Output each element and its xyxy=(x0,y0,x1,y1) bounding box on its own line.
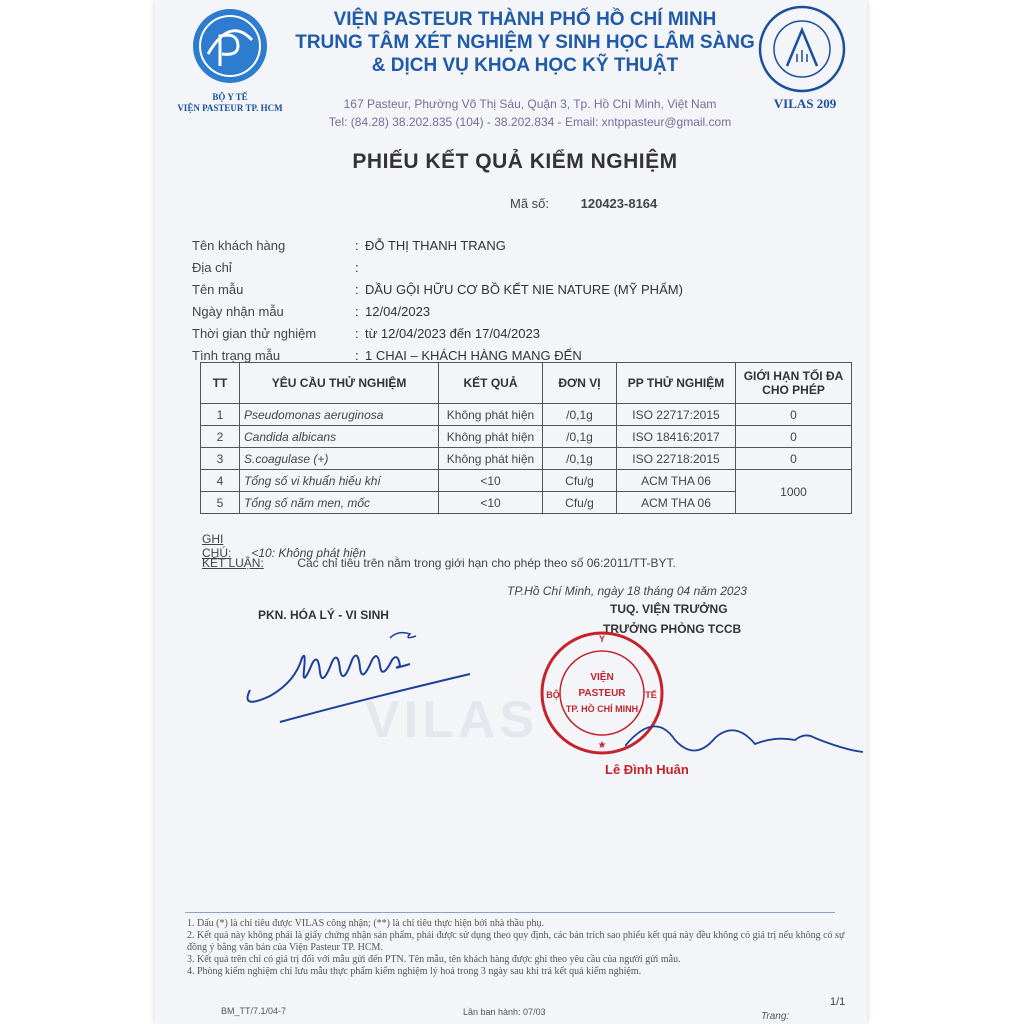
lab-title: PKN. HÓA LÝ - VI SINH xyxy=(258,608,389,622)
cell-method: ACM THA 06 xyxy=(617,470,736,492)
stamp-line-2: PASTEUR xyxy=(578,688,626,699)
cell-result: Không phát hiện xyxy=(439,404,543,426)
header-block xyxy=(275,8,775,77)
conclusion-label: KẾT LUẬN: xyxy=(202,556,264,570)
contact-line: Tel: (84.28) 38.202.835 (104) - 38.202.834 - Email: xntppasteur@gmail.com xyxy=(328,115,732,129)
footer-note: 1. Dấu (*) là chỉ tiêu được VILAS công nhận; (**) là chỉ tiêu thực hiện bởi nhà thầu phụ. xyxy=(187,918,544,929)
logo-caption-line1: BỘ Y TẾ xyxy=(212,92,248,102)
code-label: Mã số: xyxy=(510,196,550,211)
lab-signature-icon xyxy=(240,630,510,740)
info-label: Ngày nhận mẫu xyxy=(192,303,284,319)
info-value: từ 12/04/2023 đến 17/04/2023 xyxy=(365,325,540,341)
results-table xyxy=(200,362,852,514)
stamp-line-3: TP. HỒ CHÍ MINH xyxy=(565,704,639,714)
director-title-1: TUQ. VIỆN TRƯỞNG xyxy=(610,602,728,616)
table-row xyxy=(201,448,852,470)
accreditation-number: VILAS 209 xyxy=(773,96,837,111)
page-number: 1/1 xyxy=(830,996,846,1008)
cell-unit: /0,1g xyxy=(543,426,617,448)
logo-caption xyxy=(155,92,305,114)
cell-result: Không phát hiện xyxy=(439,448,543,470)
cell-test: Tổng số vi khuẩn hiếu khí xyxy=(240,470,439,492)
col-header: KẾT QUẢ xyxy=(439,363,543,404)
director-signature-icon xyxy=(625,700,865,770)
revision: Lần ban hành: 07/03 xyxy=(463,1007,546,1017)
stamp-line-1: VIỆN xyxy=(590,672,614,683)
col-header: TT xyxy=(201,363,240,404)
watermark: VILAS xyxy=(365,691,539,749)
cell-method: ISO 22718:2015 xyxy=(617,448,736,470)
info-label: Tên khách hàng xyxy=(192,237,286,253)
document-title: PHIẾU KẾT QUẢ KIỂM NGHIỆM xyxy=(352,150,678,173)
info-value: 1 CHAI – KHÁCH HÀNG MANG ĐẾN xyxy=(365,347,582,363)
director-title-2: TRƯỞNG PHÒNG TCCB xyxy=(603,622,742,636)
info-row: Tình trạng mẫu : 1 CHAI – KHÁCH HÀNG MANG ĐẾN xyxy=(192,347,582,363)
col-header: PP THỬ NGHIỆM xyxy=(617,363,736,404)
code-value: 120423-8164 xyxy=(580,196,658,211)
logo-caption-line2: VIỆN PASTEUR TP. HCM xyxy=(177,103,283,113)
footer-notes xyxy=(187,918,847,978)
form-code: BM_TT/7.1/04-7 xyxy=(221,1006,287,1016)
cell-test: Tổng số nấm men, mốc xyxy=(240,492,439,514)
info-row: Tên mẫu : DẦU GỘI HỮU CƠ BỒ KẾT NIE NATURE (MỸ PHẨM) xyxy=(192,281,683,297)
cell-limit: 0 xyxy=(736,426,852,448)
footer-note: 4. Phòng kiểm nghiệm chỉ lưu mẫu thực phẩm kiểm nghiệm lý hoá trong 3 ngày sau khi trả kết quả kiểm nghiệm. xyxy=(187,966,642,977)
footer-note: 3. Kết quả trên chỉ có giá trị đối với mẫu gửi đến PTN. Tên mẫu, tên khách hàng được ghi theo yêu cầu của người gửi mẫu. xyxy=(187,954,681,965)
info-row: Tên khách hàng : ĐỖ THỊ THANH TRANG xyxy=(192,237,506,253)
cell-unit: /0,1g xyxy=(543,404,617,426)
cell-limit: 0 xyxy=(736,448,852,470)
info-label: Thời gian thử nghiệm xyxy=(192,325,317,341)
cell-test: Pseudomonas aeruginosa xyxy=(240,404,439,426)
info-value: DẦU GỘI HỮU CƠ BỒ KẾT NIE NATURE (MỸ PHẨM) xyxy=(365,281,683,297)
cell-result: <10 xyxy=(439,492,543,514)
address-block xyxy=(305,95,755,131)
cell-test: Candida albicans xyxy=(240,426,439,448)
cell-tt: 2 xyxy=(201,426,240,448)
table-row xyxy=(201,470,852,492)
issue-date: TP.Hồ Chí Minh, ngày 18 tháng 04 năm 2023 xyxy=(507,584,747,598)
cell-method: ISO 18416:2017 xyxy=(617,426,736,448)
svg-text:★: ★ xyxy=(597,740,607,751)
info-label: Địa chỉ xyxy=(192,259,232,275)
institute-name: VIỆN PASTEUR THÀNH PHỐ HỒ CHÍ MINH xyxy=(333,9,717,30)
cell-result: <10 xyxy=(439,470,543,492)
table-row xyxy=(201,404,852,426)
svg-text:BỘ: BỘ xyxy=(546,690,560,700)
col-header: YÊU CẦU THỬ NGHIỆM xyxy=(240,363,439,404)
cell-method: ISO 22717:2015 xyxy=(617,404,736,426)
address-line: 167 Pasteur, Phường Võ Thị Sáu, Quận 3, Tp. Hồ Chí Minh, Việt Nam xyxy=(343,97,717,111)
info-row: Địa chỉ : xyxy=(192,259,359,275)
center-name-line2: & DỊCH VỤ KHOA HỌC KỸ THUẬT xyxy=(371,55,679,76)
note-label: GHI CHÚ: xyxy=(202,532,232,560)
table-row xyxy=(201,426,852,448)
sample-info xyxy=(192,234,832,366)
cell-tt: 5 xyxy=(201,492,240,514)
footer-note: 2. Kết quả này không phải là giấy chứng nhận sản phẩm, phải được sử dụng theo quy định, các bản trích sao phiếu kết quả này đều không có giá trị nếu không có sự đồng ý bằng văn bản của Viện Pasteur TP. HCM. xyxy=(187,930,845,953)
accreditation-seal-icon xyxy=(757,4,847,94)
info-row: Thời gian thử nghiệm : từ 12/04/2023 đến 17/04/2023 xyxy=(192,325,540,341)
conclusion-text: Các chỉ tiêu trên nằm trong giới hạn cho phép theo số 06:2011/TT-BYT. xyxy=(297,556,676,570)
cell-unit: Cfu/g xyxy=(543,470,617,492)
page-label: Trang: xyxy=(761,1011,790,1022)
info-value: ĐỖ THỊ THANH TRANG xyxy=(365,237,506,253)
center-name-line1: TRUNG TÂM XÉT NGHIỆM Y SINH HỌC LÂM SÀNG xyxy=(295,32,755,53)
info-row: Ngày nhận mẫu : 12/04/2023 xyxy=(192,303,431,319)
col-header: GIỚI HẠN TỐI ĐA CHO PHÉP xyxy=(736,363,852,404)
table-header-row xyxy=(201,363,852,404)
col-header: ĐƠN VỊ xyxy=(543,363,617,404)
document-sheet xyxy=(155,0,867,1024)
cell-unit: Cfu/g xyxy=(543,492,617,514)
pasteur-logo-icon xyxy=(190,6,270,86)
cell-limit: 1000 xyxy=(736,470,852,514)
info-label: Tình trạng mẫu xyxy=(192,347,281,363)
signer-name: Lê Đình Huân xyxy=(605,762,689,777)
conclusion-line xyxy=(202,556,676,570)
cell-tt: 3 xyxy=(201,448,240,470)
cell-result: Không phát hiện xyxy=(439,426,543,448)
cell-test: S.coagulase (+) xyxy=(240,448,439,470)
document-code xyxy=(510,196,657,211)
cell-unit: /0,1g xyxy=(543,448,617,470)
svg-text:Y: Y xyxy=(598,634,606,644)
svg-text:TẾ: TẾ xyxy=(645,690,657,700)
cell-limit: 0 xyxy=(736,404,852,426)
cell-tt: 4 xyxy=(201,470,240,492)
cell-tt: 1 xyxy=(201,404,240,426)
cell-method: ACM THA 06 xyxy=(617,492,736,514)
note-text: <10: Không phát hiện xyxy=(251,546,366,560)
info-label: Tên mẫu xyxy=(192,281,244,297)
info-value: 12/04/2023 xyxy=(365,303,431,319)
footer-divider xyxy=(185,912,835,913)
